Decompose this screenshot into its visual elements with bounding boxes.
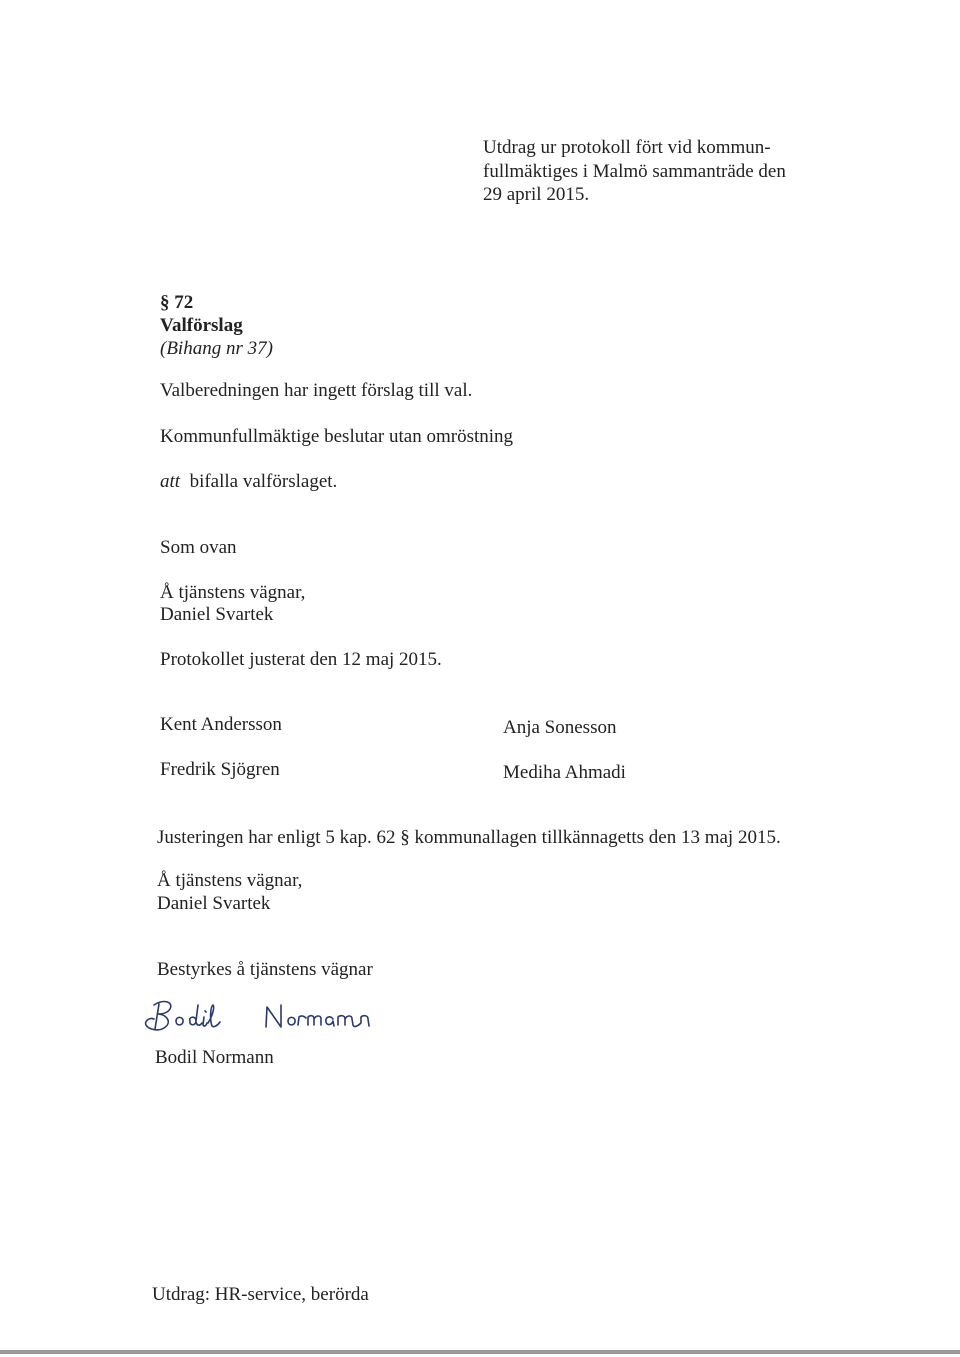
signoff2-name: Daniel Svartek	[157, 893, 271, 914]
adjuster-right-2: Mediha Ahmadi	[503, 762, 626, 783]
paragraph-heading	[160, 291, 273, 360]
adjuster-right-1: Anja Sonesson	[503, 717, 617, 738]
signoff2-on-behalf: Å tjänstens vägnar,	[157, 870, 303, 891]
adjuster-left-2: Fredrik Sjögren	[160, 759, 280, 780]
certification-label: Bestyrkes å tjänstens vägnar	[157, 959, 373, 980]
paragraph-attachment: (Bihang nr 37)	[160, 338, 273, 359]
adjuster-left-1: Kent Andersson	[160, 714, 282, 735]
justified-statement: Protokollet justerat den 12 maj 2015.	[160, 649, 442, 670]
decision-clause	[160, 470, 337, 493]
distribution-footer: Utdrag: HR-service, berörda	[152, 1284, 369, 1305]
att-word: att	[160, 471, 181, 492]
header-line-1: Utdrag ur protokoll fört vid kommun-	[483, 137, 771, 158]
paragraph-number: § 72	[160, 292, 194, 313]
certifier-name: Bodil Normann	[155, 1047, 274, 1068]
paragraph-title: Valförslag	[160, 315, 243, 336]
announcement: Justeringen har enligt 5 kap. 62 § kommunallagen tillkännagetts den 13 maj 2015.	[157, 827, 781, 848]
header-line-3: 29 april 2015.	[483, 184, 590, 205]
signoff1-name: Daniel Svartek	[160, 604, 274, 625]
statement-decision: Kommunfullmäktige beslutar utan omröstning	[160, 426, 514, 447]
handwritten-signature	[140, 995, 400, 1043]
signoff1-on-behalf: Å tjänstens vägnar,	[160, 582, 306, 603]
header-line-2: fullmäktiges i Malmö sammanträde den	[483, 160, 786, 182]
scan-edge-rule	[0, 1350, 960, 1354]
som-ovan: Som ovan	[160, 537, 237, 558]
document-header	[483, 136, 813, 207]
statement-nomination: Valberedningen har ingett förslag till val.	[160, 380, 473, 401]
att-text: bifalla valförslaget.	[189, 471, 338, 492]
